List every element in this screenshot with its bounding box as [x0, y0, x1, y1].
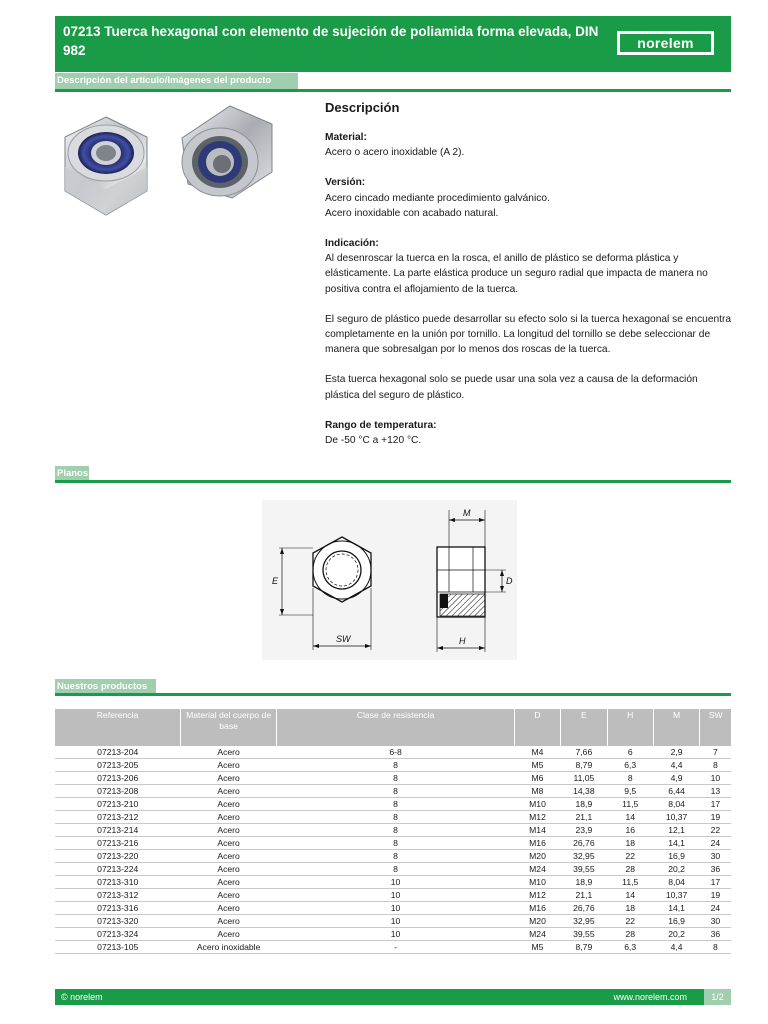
m-cell: 4,9	[653, 772, 700, 785]
sw-cell: 8	[700, 759, 731, 772]
footer-website-link[interactable]: www.norelem.com	[613, 992, 687, 1002]
products-table	[55, 709, 731, 954]
e-cell: 18,9	[561, 798, 608, 811]
header-e: E	[561, 709, 608, 746]
class-cell: 10	[277, 876, 515, 889]
d-cell: M14	[514, 824, 560, 837]
material-cell: Acero	[180, 837, 276, 850]
material-cell: Acero	[180, 772, 276, 785]
polyamide-ring	[440, 594, 448, 608]
d-cell: M20	[514, 915, 560, 928]
d-cell: M16	[514, 837, 560, 850]
table-body	[55, 746, 731, 954]
d-cell: M4	[514, 746, 560, 759]
class-cell: -	[277, 941, 515, 954]
class-cell: 8	[277, 798, 515, 811]
material-heading: Material:	[325, 132, 367, 143]
e-cell: 7,66	[561, 746, 608, 759]
section-label-drawings: Planos	[55, 466, 89, 482]
ref-cell: 07213-320	[55, 915, 180, 928]
ref-cell: 07213-206	[55, 772, 180, 785]
logo-text: norelem	[620, 34, 711, 52]
m-cell: 16,9	[653, 850, 700, 863]
table-row	[55, 746, 731, 759]
header-sw: SW	[700, 709, 731, 746]
footer-copyright: © norelem	[61, 992, 103, 1002]
table-header-row	[55, 709, 731, 746]
sw-cell: 13	[700, 785, 731, 798]
d-cell: M8	[514, 785, 560, 798]
page-title: 07213 Tuerca hexagonal con elemento de sujeción de poliamida forma elevada, DIN 982	[63, 24, 599, 58]
page-header	[55, 16, 731, 72]
ref-cell: 07213-212	[55, 811, 180, 824]
ref-cell: 07213-205	[55, 759, 180, 772]
e-cell: 11,05	[561, 772, 608, 785]
class-cell: 10	[277, 889, 515, 902]
temperature-heading: Rango de temperatura:	[325, 419, 437, 431]
m-cell: 20,2	[653, 928, 700, 941]
header-clase: Clase de resistencia	[277, 709, 515, 746]
material-cell: Acero	[180, 759, 276, 772]
table-row	[55, 772, 731, 785]
table-row	[55, 837, 731, 850]
e-cell: 26,76	[561, 902, 608, 915]
class-cell: 8	[277, 785, 515, 798]
d-cell: M10	[514, 876, 560, 889]
h-cell: 6,3	[607, 941, 653, 954]
material-cell: Acero	[180, 824, 276, 837]
table-row	[55, 889, 731, 902]
section-divider	[55, 89, 731, 92]
h-cell: 6	[607, 746, 653, 759]
description-title: Descripción	[325, 100, 400, 115]
section-label-description: Descripción del artículo/Imágenes del producto	[55, 73, 298, 89]
header-h: H	[607, 709, 653, 746]
e-cell: 14,38	[561, 785, 608, 798]
ref-cell: 07213-316	[55, 902, 180, 915]
h-cell: 11,5	[607, 798, 653, 811]
h-cell: 18	[607, 902, 653, 915]
indication-paragraph-2: El seguro de plástico puede desarrollar su efecto solo si la tuerca hexagonal se encuentra completamente en la unión por tornillo. La longitud del tornillo se debe seleccionar de manera que sobresalgan por lo menos dos roscas de la tuerca.	[325, 313, 732, 356]
sw-cell: 10	[700, 772, 731, 785]
d-cell: M10	[514, 798, 560, 811]
table-row	[55, 850, 731, 863]
ref-cell: 07213-204	[55, 746, 180, 759]
header-material: Material del cuerpo de base	[180, 709, 276, 746]
d-cell: M6	[514, 772, 560, 785]
e-cell: 39,55	[561, 928, 608, 941]
d-cell: M5	[514, 941, 560, 954]
technical-drawing	[262, 500, 517, 660]
m-cell: 14,1	[653, 902, 700, 915]
section-label-products: Nuestros productos	[55, 679, 156, 695]
e-cell: 18,9	[561, 876, 608, 889]
h-cell: 28	[607, 863, 653, 876]
d-cell: M24	[514, 928, 560, 941]
ref-cell: 07213-105	[55, 941, 180, 954]
sw-cell: 24	[700, 902, 731, 915]
footer-page-number: 1/2	[704, 989, 731, 1005]
indication-heading: Indicación:	[325, 238, 379, 250]
dim-label-e: E	[272, 576, 279, 586]
sw-cell: 8	[700, 941, 731, 954]
table-row	[55, 876, 731, 889]
table-row	[55, 915, 731, 928]
material-cell: Acero	[180, 902, 276, 915]
e-cell: 21,1	[561, 811, 608, 824]
material-cell: Acero	[180, 850, 276, 863]
sw-cell: 30	[700, 915, 731, 928]
h-cell: 14	[607, 811, 653, 824]
sw-cell: 36	[700, 928, 731, 941]
class-cell: 10	[277, 902, 515, 915]
sw-cell: 17	[700, 876, 731, 889]
header-m: M	[653, 709, 700, 746]
material-cell: Acero	[180, 928, 276, 941]
sw-cell: 24	[700, 837, 731, 850]
m-cell: 16,9	[653, 915, 700, 928]
sw-cell: 30	[700, 850, 731, 863]
m-cell: 20,2	[653, 863, 700, 876]
dim-label-sw: SW	[336, 634, 351, 644]
ref-cell: 07213-214	[55, 824, 180, 837]
ref-cell: 07213-208	[55, 785, 180, 798]
sw-cell: 36	[700, 863, 731, 876]
indication-paragraph-3: Esta tuerca hexagonal solo se puede usar una sola vez a causa de la deformación plástica del seguro de plástico.	[325, 374, 698, 401]
e-cell: 8,79	[561, 759, 608, 772]
material-cell: Acero	[180, 915, 276, 928]
ref-cell: 07213-224	[55, 863, 180, 876]
m-cell: 10,37	[653, 889, 700, 902]
indication-paragraph-1: Al desenroscar la tuerca en la rosca, el anillo de plástico se deforma plástica y elásticamente. La parte elástica produce un seguro radial que impacta de manera no positiva contra el aflojamiento de la tuerca.	[325, 253, 708, 295]
class-cell: 8	[277, 824, 515, 837]
d-cell: M5	[514, 759, 560, 772]
h-cell: 22	[607, 915, 653, 928]
h-cell: 28	[607, 928, 653, 941]
class-cell: 8	[277, 811, 515, 824]
ref-cell: 07213-216	[55, 837, 180, 850]
m-cell: 14,1	[653, 837, 700, 850]
class-cell: 8	[277, 850, 515, 863]
table-row	[55, 811, 731, 824]
table-row	[55, 928, 731, 941]
e-cell: 23,9	[561, 824, 608, 837]
h-cell: 8	[607, 772, 653, 785]
class-cell: 8	[277, 772, 515, 785]
d-cell: M24	[514, 863, 560, 876]
m-cell: 2,9	[653, 746, 700, 759]
header-d: D	[514, 709, 560, 746]
sw-cell: 19	[700, 811, 731, 824]
version-line-2: Acero inoxidable con acabado natural.	[325, 207, 499, 219]
h-cell: 14	[607, 889, 653, 902]
ref-cell: 07213-324	[55, 928, 180, 941]
ref-cell: 07213-220	[55, 850, 180, 863]
class-cell: 6-8	[277, 746, 515, 759]
m-cell: 4,4	[653, 941, 700, 954]
m-cell: 10,37	[653, 811, 700, 824]
description-block	[325, 100, 735, 448]
products-table-wrapper	[55, 709, 731, 954]
class-cell: 10	[277, 915, 515, 928]
d-cell: M16	[514, 902, 560, 915]
h-cell: 6,3	[607, 759, 653, 772]
e-cell: 32,95	[561, 915, 608, 928]
dim-label-d: D	[506, 576, 513, 586]
table-row	[55, 798, 731, 811]
ref-cell: 07213-210	[55, 798, 180, 811]
e-cell: 26,76	[561, 837, 608, 850]
table-row	[55, 941, 731, 954]
d-cell: M12	[514, 811, 560, 824]
m-cell: 6,44	[653, 785, 700, 798]
material-cell: Acero	[180, 798, 276, 811]
table-row	[55, 824, 731, 837]
dim-label-m: M	[463, 508, 471, 518]
temperature-text: De -50 °C a +120 °C.	[325, 435, 422, 447]
hex-bore	[323, 551, 361, 589]
sw-cell: 7	[700, 746, 731, 759]
m-cell: 8,04	[653, 798, 700, 811]
m-cell: 8,04	[653, 876, 700, 889]
nut-photo-angled	[170, 102, 278, 206]
ref-cell: 07213-310	[55, 876, 180, 889]
e-cell: 39,55	[561, 863, 608, 876]
material-cell: Acero	[180, 811, 276, 824]
d-cell: M12	[514, 889, 560, 902]
h-cell: 11,5	[607, 876, 653, 889]
material-cell: Acero inoxidable	[180, 941, 276, 954]
h-cell: 9,5	[607, 785, 653, 798]
table-row	[55, 785, 731, 798]
version-heading: Versión:	[325, 177, 366, 189]
e-cell: 8,79	[561, 941, 608, 954]
material-cell: Acero	[180, 863, 276, 876]
nut-photo-front	[52, 105, 160, 223]
d-cell: M20	[514, 850, 560, 863]
h-cell: 18	[607, 837, 653, 850]
material-cell: Acero	[180, 889, 276, 902]
e-cell: 21,1	[561, 889, 608, 902]
m-cell: 4,4	[653, 759, 700, 772]
class-cell: 8	[277, 759, 515, 772]
table-row	[55, 863, 731, 876]
header-referencia: Referencia	[55, 709, 180, 746]
class-cell: 8	[277, 837, 515, 850]
dim-label-h: H	[459, 636, 466, 646]
class-cell: 8	[277, 863, 515, 876]
sw-cell: 19	[700, 889, 731, 902]
class-cell: 10	[277, 928, 515, 941]
material-cell: Acero	[180, 746, 276, 759]
material-cell: Acero	[180, 785, 276, 798]
norelem-logo	[617, 31, 714, 55]
h-cell: 22	[607, 850, 653, 863]
section-divider	[55, 480, 731, 483]
table-row	[55, 902, 731, 915]
m-cell: 12,1	[653, 824, 700, 837]
ref-cell: 07213-312	[55, 889, 180, 902]
page-footer	[55, 989, 731, 1005]
sw-cell: 22	[700, 824, 731, 837]
e-cell: 32,95	[561, 850, 608, 863]
material-text: Acero o acero inoxidable (A 2).	[325, 147, 465, 159]
h-cell: 16	[607, 824, 653, 837]
sw-cell: 17	[700, 798, 731, 811]
table-row	[55, 759, 731, 772]
version-line-1: Acero cincado mediante procedimiento galvánico.	[325, 192, 550, 204]
material-cell: Acero	[180, 876, 276, 889]
section-divider	[55, 693, 731, 696]
